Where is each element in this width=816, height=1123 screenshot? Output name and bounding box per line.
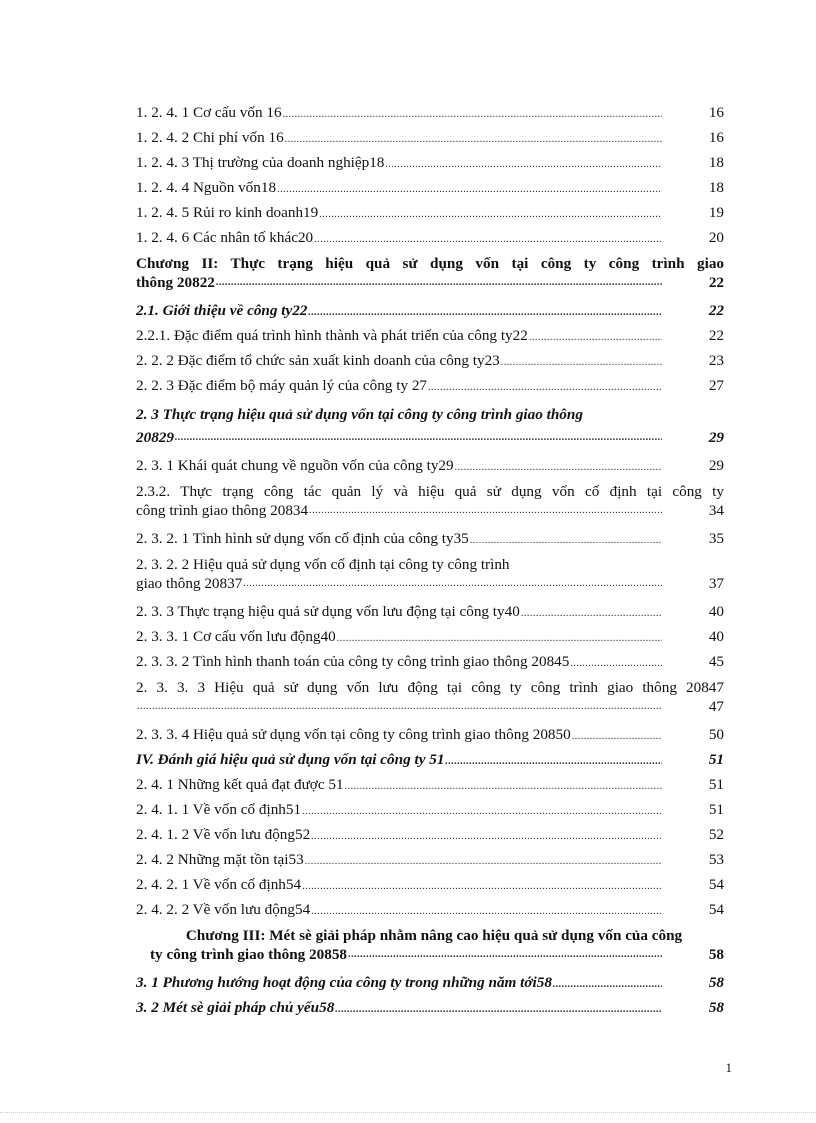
toc-entry-page: 18 [708,179,724,196]
toc-entry-heading: 2. 3. 3. 3 Hiệu quả sử dụng vốn lưu động tại công ty công trình giao thông 20847 [136,679,724,696]
toc-entry-title: 2. 4. 2. 2 Về vốn lưu động54 [136,901,311,918]
toc-entry-title: công trình giao thông 20834 [136,502,309,519]
toc-entry-page: 47 [708,698,724,715]
toc-entry [136,649,724,674]
toc-section-entry [136,427,724,448]
toc-entry [136,573,724,594]
toc-entry-title: 3. 2 Mét sè giải pháp chủ yếu58 [136,999,335,1016]
toc-section-entry [136,995,724,1020]
toc-entry [136,772,724,797]
toc-entry-title: thông 20822 [136,274,215,291]
toc-entry-title: 2. 4. 2 Những mặt tồn tại53 [136,851,304,868]
toc-entry-title: ty công trình giao thông 20858 [150,946,348,963]
toc-entry [136,225,724,250]
toc-entry-title: IV. Đánh giá hiệu quả sử dụng vốn tại công ty 51 [136,751,445,768]
toc-entry-page: 40 [708,603,724,620]
toc-section-heading: 2. 3 Thực trạng hiệu quả sử dụng vốn tại công ty công trình giao thông [136,406,583,423]
toc-entry-page: 58 [708,974,724,991]
toc-entry-title: 2.2.1. Đặc điểm quá trình hình thành và phát triển của công ty22 [136,327,528,344]
toc-entry-title: 2. 3. 3. 4 Hiệu quả sử dụng vốn tại công ty công trình giao thông 20850 [136,726,571,743]
toc-entry-title: 2. 2. 2 Đặc điểm tổ chức sản xuất kinh doanh của công ty23 [136,352,500,369]
toc-entry-page: 19 [708,204,724,221]
toc-entry-title: 2. 4. 1. 1 Về vốn cố định51 [136,801,302,818]
toc-entry [136,897,724,922]
toc-entry-page: 53 [708,851,724,868]
toc-entry-page: 16 [708,129,724,146]
toc-entry-title: 20829 [136,429,174,446]
toc-entry-title: 2. 3. 2. 1 Tình hình sử dụng vốn cố định của công ty35 [136,530,469,547]
toc-entry [136,348,724,373]
toc-entry [136,847,724,872]
toc-entry-title: 1. 2. 4. 4 Nguồn vốn18 [136,179,277,196]
toc-section-entry [136,747,724,772]
toc-chapter-heading: Chương II: Thực trạng hiệu quả sử dụng vốn tại công ty công trình giao [136,255,724,272]
toc-entry-page: 54 [708,901,724,918]
table-of-contents [136,100,724,1020]
toc-entry [136,500,724,521]
toc-entry-title: giao thông 20837 [136,575,243,592]
toc-entry-title: 3. 1 Phương hướng hoạt động của công ty trong những năm tới58 [136,974,552,991]
toc-entry-title: 1. 2. 4. 3 Thị trường của doanh nghiệp18 [136,154,385,171]
toc-entry-title: 1. 2. 4. 1 Cơ cấu vốn 16 [136,104,282,121]
toc-entry-page: 54 [708,876,724,893]
toc-entry-page: 20 [708,229,724,246]
toc-entry-page: 23 [708,352,724,369]
toc-entry-page: 40 [708,628,724,645]
toc-entry-page: 18 [708,154,724,171]
toc-entry-page: 50 [708,726,724,743]
toc-entry [136,150,724,175]
toc-entry-heading: 2. 3. 2. 2 Hiệu quả sử dụng vốn cố định tại công ty công trình [136,556,510,573]
toc-chapter-entry [136,944,724,965]
toc-entry-page: 51 [708,801,724,818]
toc-entry-page: 58 [708,946,724,963]
toc-entry [136,624,724,649]
toc-entry [136,599,724,624]
toc-entry [136,822,724,847]
toc-entry-page: 22 [708,274,724,291]
toc-entry-page: 51 [708,776,724,793]
toc-entry-page: 51 [708,751,724,768]
toc-entry [136,175,724,200]
toc-entry [136,373,724,398]
toc-entry [136,323,724,348]
toc-chapter-heading: Chương III: Mét sè giải pháp nhằm nâng cao hiệu quả sử dụng vốn của công [185,927,683,944]
toc-entry-page: 34 [708,502,724,519]
toc-chapter-entry [136,272,724,293]
toc-entry [136,797,724,822]
toc-entry [136,200,724,225]
toc-entry-title: 2. 4. 1. 2 Về vốn lưu động52 [136,826,311,843]
toc-entry-heading: 2.3.2. Thực trạng công tác quản lý và hiệu quả sử dụng vốn cố định tại công ty [136,483,724,500]
toc-entry-page: 22 [708,327,724,344]
toc-entry-title: 2. 4. 2. 1 Về vốn cố định54 [136,876,302,893]
toc-entry-page: 22 [708,302,724,319]
toc-section-entry [136,970,724,995]
toc-entry-title: 1. 2. 4. 5 Rủi ro kinh doanh19 [136,204,319,221]
toc-entry-title: 2.1. Giới thiệu về công ty22 [136,302,308,319]
toc-entry-page: 37 [708,575,724,592]
toc-entry-title: 2. 2. 3 Đặc điểm bộ máy quản lý của công ty 27 [136,377,428,394]
toc-entry [136,526,724,551]
toc-entry-page: 52 [708,826,724,843]
toc-entry [136,100,724,125]
toc-entry-page: 58 [708,999,724,1016]
toc-entry [136,722,724,747]
toc-entry-title: 1. 2. 4. 2 Chi phí vốn 16 [136,129,284,146]
toc-entry-title: 2. 3. 3. 1 Cơ cấu vốn lưu động40 [136,628,336,645]
toc-entry-title: 1. 2. 4. 6 Các nhân tố khác20 [136,229,314,246]
toc-entry-page: 45 [708,653,724,670]
toc-entry-page: 27 [708,377,724,394]
toc-entry [136,453,724,478]
footer-divider [0,1112,816,1113]
toc-entry-page: 29 [708,457,724,474]
toc-entry-title: 2. 3. 1 Khái quát chung về nguồn vốn của công ty29 [136,457,454,474]
toc-entry [136,872,724,897]
toc-entry-title: 2. 3. 3 Thực trạng hiệu quả sử dụng vốn lưu động tại công ty40 [136,603,520,620]
toc-entry [136,696,724,717]
toc-entry-page: 16 [708,104,724,121]
toc-entry-page: 35 [708,530,724,547]
toc-entry [136,125,724,150]
toc-section-entry [136,298,724,323]
toc-entry-page: 29 [708,429,724,446]
toc-entry-title: 2. 3. 3. 2 Tình hình thanh toán của công ty công trình giao thông 20845 [136,653,570,670]
toc-entry-title: 2. 4. 1 Những kết quả đạt được 51 [136,776,344,793]
page-number: 1 [725,1060,732,1075]
